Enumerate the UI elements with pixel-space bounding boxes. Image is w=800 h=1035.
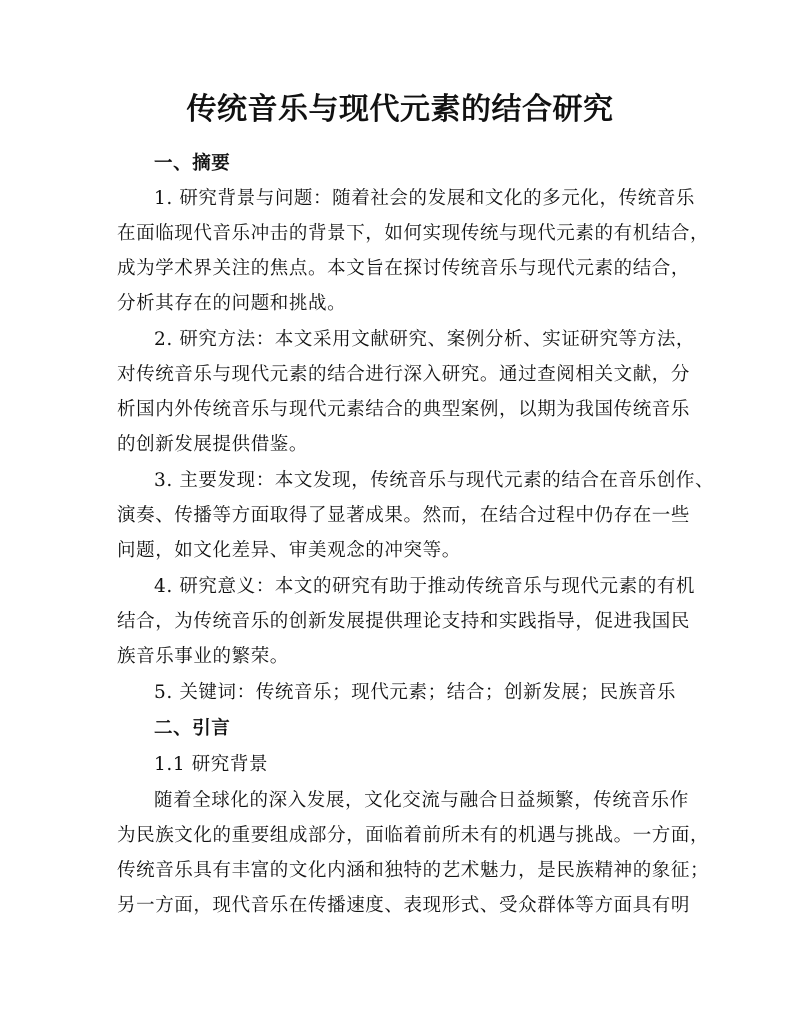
paragraph-line: 成为学术界关注的焦点。本文旨在探讨传统音乐与现代元素的结合， bbox=[117, 258, 691, 279]
paragraph-line: 为民族文化的重要组成部分，面临着前所未有的机遇与挑战。一方面， bbox=[117, 825, 710, 846]
paragraph-line: 族音乐事业的繁荣。 bbox=[117, 646, 289, 667]
paragraph-line: 4. 研究意义：本文的研究有助于推动传统音乐与现代元素的有机 bbox=[154, 576, 696, 597]
paragraph-line: 1. 研究背景与问题：随着社会的发展和文化的多元化，传统音乐 bbox=[154, 188, 696, 209]
paragraph-line: 3. 主要发现：本文发现，传统音乐与现代元素的结合在音乐创作、 bbox=[154, 470, 715, 491]
paragraph-line: 2. 研究方法：本文采用文献研究、案例分析、实证研究等方法， bbox=[154, 329, 696, 350]
paragraph-line: 结合，为传统音乐的创新发展提供理论支持和实践指导，促进我国民 bbox=[117, 611, 691, 632]
paragraph-line: 的创新发展提供借鉴。 bbox=[117, 434, 309, 455]
paragraph-line: 另一方面，现代音乐在传播速度、表现形式、受众群体等方面具有明 bbox=[117, 895, 691, 916]
section-heading-intro: 二、引言 bbox=[154, 718, 231, 739]
paragraph-line: 分析其存在的问题和挑战。 bbox=[117, 293, 347, 314]
paragraph-line: 析国内外传统音乐与现代元素结合的典型案例，以期为我国传统音乐 bbox=[117, 399, 691, 420]
paragraph-line: 对传统音乐与现代元素的结合进行深入研究。通过查阅相关文献，分 bbox=[117, 364, 691, 385]
section-heading-abstract: 一、摘要 bbox=[154, 153, 231, 174]
paragraph-line: 演奏、传播等方面取得了显著成果。然而，在结合过程中仍存在一些 bbox=[117, 505, 691, 526]
keywords-line: 5. 关键词：传统音乐；现代元素；结合；创新发展；民族音乐 bbox=[154, 682, 676, 703]
document-title: 传统音乐与现代元素的结合研究 bbox=[186, 92, 614, 127]
paragraph-line: 问题，如文化差异、审美观念的冲突等。 bbox=[117, 540, 461, 561]
paragraph-line: 传统音乐具有丰富的文化内涵和独特的艺术魅力，是民族精神的象征； bbox=[117, 860, 710, 881]
subsection-heading-background: 1.1 研究背景 bbox=[154, 754, 269, 775]
paragraph-line: 随着全球化的深入发展，文化交流与融合日益频繁，传统音乐作 bbox=[154, 790, 689, 811]
paragraph-line: 在面临现代音乐冲击的背景下，如何实现传统与现代元素的有机结合， bbox=[117, 223, 710, 244]
